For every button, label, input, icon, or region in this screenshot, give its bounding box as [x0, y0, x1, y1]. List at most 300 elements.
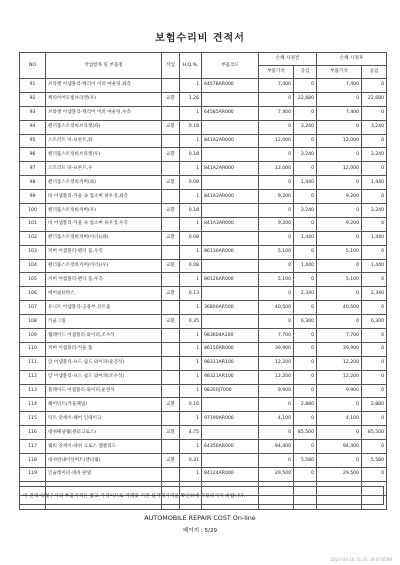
row-hq: 1: [180, 134, 202, 148]
row-part-code: 86130AR000: [202, 245, 259, 259]
row-before-part-price: 0: [259, 398, 294, 412]
row-item: 브라켓 어셈블리-캐리어 어퍼 마운팅,좌측: [46, 79, 162, 93]
footer-title: AUTOMOBILE REPAIR COST On-line: [144, 514, 256, 522]
row-no: 115: [20, 412, 46, 426]
row-no: 106: [20, 287, 46, 301]
row-hq: 1: [180, 440, 202, 454]
row-after-part-price: 9,900: [317, 384, 362, 398]
row-part-code: [202, 176, 259, 190]
row-part-code: [202, 454, 259, 468]
row-part-code: 64585AR000: [202, 106, 259, 120]
row-part-code: [202, 148, 259, 162]
row-before-labor: 0: [294, 162, 317, 176]
row-work: [162, 329, 180, 343]
row-part-code: [202, 231, 259, 245]
header-before-part-price: 부품가격: [259, 66, 294, 79]
table-row: [20, 204, 387, 218]
row-hq: 1: [180, 162, 202, 176]
row-work: [162, 162, 180, 176]
row-item: 캐리어어모빌브라켓(우): [46, 92, 162, 106]
row-after-part-price: 0: [317, 259, 362, 273]
row-item: 암 어셈블리-프드 쉴드 와이퍼(조수석): [46, 370, 162, 384]
row-hq: 1: [180, 384, 202, 398]
row-after-part-price: 0: [317, 120, 362, 134]
row-no: 100: [20, 204, 46, 218]
row-after-labor: 1,440: [362, 259, 387, 273]
row-work: 교환: [162, 176, 180, 190]
row-no: 99: [20, 190, 46, 204]
row-after-part-price: 5,100: [317, 273, 362, 287]
row-before-labor: 0: [294, 273, 317, 287]
row-before-labor: 0: [294, 190, 317, 204]
row-hq: 1: [180, 273, 202, 287]
row-item: 헤어덕트(카울패널): [46, 398, 162, 412]
row-part-code: 86126AR000: [202, 273, 259, 287]
table-row: [20, 190, 387, 204]
row-part-code: 841A3AR000: [202, 190, 259, 204]
row-item: 펜더품스트럿바브라켓(우): [46, 148, 162, 162]
row-before-part-price: 0: [259, 204, 294, 218]
row-after-part-price: 7,400: [317, 106, 362, 120]
row-before-labor: 22,680: [294, 92, 317, 106]
table-row: [20, 370, 387, 384]
row-no: 109: [20, 329, 46, 343]
row-before-labor: 2,880: [294, 398, 317, 412]
row-hq: 1: [180, 370, 202, 384]
row-hq: 4.75: [180, 426, 202, 440]
row-before-part-price: 7,400: [259, 106, 294, 120]
disclaimer-note: 이 견적서/청구서의 부품가격은 참고 가격이므로 거래및 기관 실거래가격을 확인하에 사용하시기 바랍니다.: [19, 486, 384, 505]
row-work: 교환: [162, 120, 180, 134]
row-after-part-price: 39,900: [317, 342, 362, 356]
row-before-labor: 0: [294, 79, 317, 93]
row-after-part-price: 0: [317, 426, 362, 440]
row-after-part-price: 40,500: [317, 301, 362, 315]
row-after-labor: 0: [362, 134, 387, 148]
row-before-labor: 85,500: [294, 426, 317, 440]
row-after-part-price: 0: [317, 287, 362, 301]
row-after-labor: 0: [362, 162, 387, 176]
row-no: 116: [20, 426, 46, 440]
row-work: [162, 356, 180, 370]
row-before-labor: 0: [294, 384, 317, 398]
row-before-part-price: 0: [259, 454, 294, 468]
row-work: [162, 134, 180, 148]
row-no: 107: [20, 301, 46, 315]
row-item: 바 어셈블리-카울 속 업소버 하우징,좌측: [46, 190, 162, 204]
row-after-labor: 22,680: [362, 92, 387, 106]
row-before-part-price: 9,200: [259, 217, 294, 231]
row-before-labor: 0: [294, 342, 317, 356]
row-before-part-price: 0: [259, 426, 294, 440]
row-after-labor: 0: [362, 342, 387, 356]
row-work: [162, 301, 180, 315]
row-work: 교환: [162, 287, 180, 301]
row-before-labor: 0: [294, 106, 317, 120]
row-before-labor: 2,340: [294, 287, 317, 301]
table-row: [20, 426, 387, 440]
row-work: [162, 370, 180, 384]
row-after-labor: 3,240: [362, 204, 387, 218]
row-before-part-price: 12,200: [259, 370, 294, 384]
row-no: 95: [20, 134, 46, 148]
row-hq: 0.13: [180, 287, 202, 301]
row-after-part-price: 12,200: [317, 370, 362, 384]
row-item: 스트러트 바-프론트,좌: [46, 134, 162, 148]
row-after-part-price: 0: [317, 398, 362, 412]
row-before-part-price: 12,000: [259, 162, 294, 176]
row-item: 펜더품스트럿바커버(우): [46, 204, 162, 218]
row-before-part-price: 5,100: [259, 273, 294, 287]
row-item: 블레이드 어셈블리-와이퍼,운전석: [46, 384, 162, 398]
row-before-labor: 0: [294, 329, 317, 343]
row-hq: 1: [180, 245, 202, 259]
row-before-labor: 1,440: [294, 231, 317, 245]
row-before-labor: 1,440: [294, 259, 317, 273]
table-row: [20, 384, 387, 398]
page-number: 페이지 : 5/29: [182, 528, 218, 534]
table-row: [20, 454, 387, 468]
row-part-code: 98321AR100: [202, 370, 259, 384]
row-after-labor: 0: [362, 370, 387, 384]
row-before-labor: 6,300: [294, 315, 317, 329]
row-before-part-price: 0: [259, 315, 294, 329]
row-hq: 1: [180, 329, 202, 343]
row-hq: 1: [180, 190, 202, 204]
row-work: 교환: [162, 259, 180, 273]
row-no: 112: [20, 370, 46, 384]
row-no: 92: [20, 92, 46, 106]
row-after-part-price: 9,200: [317, 217, 362, 231]
row-part-code: 841A2AR000: [202, 162, 259, 176]
row-after-labor: 0: [362, 384, 387, 398]
row-hq: 1: [180, 217, 202, 231]
row-work: 교환: [162, 204, 180, 218]
row-before-part-price: 7,400: [259, 79, 294, 93]
row-item: 펜더품스트럿바커버(좌): [46, 176, 162, 190]
row-before-labor: 0: [294, 301, 317, 315]
row-no: 94: [20, 120, 46, 134]
row-no: 117: [20, 440, 46, 454]
row-before-part-price: 4,100: [259, 412, 294, 426]
row-work: 교환: [162, 398, 180, 412]
row-part-code: 36800AR500: [202, 301, 259, 315]
row-no: 104: [20, 259, 46, 273]
row-hq: 1: [180, 106, 202, 120]
header-after-part-price: 부품가격: [317, 66, 362, 79]
row-before-labor: 0: [294, 467, 317, 481]
row-no: 91: [20, 79, 46, 93]
row-before-part-price: 12,200: [259, 356, 294, 370]
row-after-labor: 0: [362, 440, 387, 454]
row-hq: 1: [180, 467, 202, 481]
row-after-part-price: 12,000: [317, 162, 362, 176]
row-no: 98: [20, 176, 46, 190]
row-no: 93: [20, 106, 46, 120]
row-after-part-price: 0: [317, 315, 362, 329]
row-item: 유니트 어셈블리-공용부 큰트롤: [46, 301, 162, 315]
row-work: [162, 342, 180, 356]
row-part-code: 983604A100: [202, 329, 259, 343]
row-work: [162, 217, 180, 231]
row-after-part-price: 0: [317, 204, 362, 218]
row-hq: 1: [180, 412, 202, 426]
row-no: 111: [20, 356, 46, 370]
row-before-part-price: 9,900: [259, 384, 294, 398]
header-before-labor: 공임: [294, 66, 317, 79]
row-after-part-price: 5,100: [317, 245, 362, 259]
row-after-labor: 0: [362, 301, 387, 315]
row-work: 교환: [162, 426, 180, 440]
table-row: [20, 467, 387, 481]
row-before-part-price: 5,100: [259, 245, 294, 259]
row-part-code: [202, 315, 259, 329]
row-after-part-price: 0: [317, 176, 362, 190]
table-row: [20, 287, 387, 301]
row-part-code: 98350J7000: [202, 384, 259, 398]
row-work: [162, 467, 180, 481]
row-work: [162, 384, 180, 398]
row-before-part-price: 0: [259, 287, 294, 301]
row-after-part-price: 4,100: [317, 412, 362, 426]
row-part-code: 98311AR100: [202, 356, 259, 370]
row-work: [162, 245, 180, 259]
table-row: [20, 342, 387, 356]
estimate-table: [19, 52, 387, 510]
row-before-labor: 0: [294, 370, 317, 384]
header-no: NO: [20, 53, 46, 79]
row-item: 스트러트 바-프론트,우: [46, 162, 162, 176]
row-no: 97: [20, 162, 46, 176]
row-hq: 1: [180, 301, 202, 315]
row-work: [162, 440, 180, 454]
row-after-part-price: 0: [317, 92, 362, 106]
row-after-labor: 2,880: [362, 398, 387, 412]
row-after-labor: 0: [362, 412, 387, 426]
row-after-part-price: 0: [317, 148, 362, 162]
row-after-part-price: 94,400: [317, 440, 362, 454]
row-work: 교환: [162, 231, 180, 245]
row-after-labor: 0: [362, 245, 387, 259]
row-after-part-price: 0: [317, 454, 362, 468]
row-item: 웰레이드 어셈블리-와이퍼,조수석: [46, 329, 162, 343]
row-before-part-price: 7,700: [259, 329, 294, 343]
table-row: [20, 148, 387, 162]
row-no: 108: [20, 315, 46, 329]
row-after-labor: 5,580: [362, 454, 387, 468]
row-work: [162, 79, 180, 93]
table-row: [20, 217, 387, 231]
row-item: 펜더품스트럿바브라켓(좌): [46, 120, 162, 134]
row-item: 펜더품스트럿바커버(이너)(우): [46, 259, 162, 273]
header-item: 작업항목 및 부품명: [46, 53, 162, 79]
row-no: 119: [20, 467, 46, 481]
row-before-labor: 0: [294, 412, 317, 426]
row-no: 110: [20, 342, 46, 356]
row-after-part-price: 12,000: [317, 134, 362, 148]
row-item: 바 어셈블리-카울 속 업소버 하우징,우측: [46, 217, 162, 231]
row-part-code: [202, 204, 259, 218]
table-row: [20, 412, 387, 426]
table-row: [20, 356, 387, 370]
row-after-labor: 0: [362, 217, 387, 231]
row-after-labor: 0: [362, 356, 387, 370]
header-after-labor: 공임: [362, 66, 387, 79]
row-hq: 0.31: [180, 454, 202, 468]
page-title: 보험수리비 견적서: [155, 33, 245, 44]
row-before-part-price: 39,900: [259, 342, 294, 356]
row-item: 암 어셈블리-프드 쉴드 와이퍼(운전석): [46, 356, 162, 370]
row-before-part-price: 0: [259, 148, 294, 162]
row-before-part-price: 0: [259, 259, 294, 273]
row-before-labor: 1,440: [294, 176, 317, 190]
row-no: 114: [20, 398, 46, 412]
row-part-code: 84124AR000: [202, 467, 259, 481]
row-after-labor: 3,240: [362, 148, 387, 162]
row-after-part-price: 0: [317, 231, 362, 245]
row-before-part-price: 94,400: [259, 440, 294, 454]
row-part-code: 86150AR000: [202, 342, 259, 356]
row-part-code: [202, 259, 259, 273]
row-work: [162, 412, 180, 426]
row-after-part-price: 29,500: [317, 467, 362, 481]
row-hq: 1: [180, 79, 202, 93]
row-hq: 0.18: [180, 204, 202, 218]
table-row: [20, 231, 387, 245]
table-row: [20, 245, 387, 259]
row-item: 커버 어셈블리-카울 톱: [46, 342, 162, 356]
row-work: 교환: [162, 315, 180, 329]
table-row: [20, 106, 387, 120]
row-before-labor: 5,580: [294, 454, 317, 468]
table-row: [20, 176, 387, 190]
table-row: [20, 79, 387, 93]
row-before-part-price: 40,500: [259, 301, 294, 315]
row-hq: 0.18: [180, 148, 202, 162]
table-row: [20, 398, 387, 412]
row-before-labor: 0: [294, 356, 317, 370]
row-item: 커버 어셈블리-펜더 품,우측: [46, 273, 162, 287]
row-part-code: [202, 398, 259, 412]
row-hq: 1.26: [180, 92, 202, 106]
print-stamp: 2023-03-16 11:31:39 876598: [330, 557, 392, 562]
row-before-part-price: 29,500: [259, 467, 294, 481]
table-row: [20, 315, 387, 329]
row-part-code: 841A3AR000: [202, 217, 259, 231]
row-before-part-price: 0: [259, 176, 294, 190]
row-before-part-price: 0: [259, 120, 294, 134]
row-part-code: [202, 92, 259, 106]
header-part-code: 부품코드: [202, 53, 259, 79]
row-before-labor: 0: [294, 245, 317, 259]
table-row: [20, 92, 387, 106]
header-work: 작업: [162, 53, 180, 79]
row-after-labor: 0: [362, 190, 387, 204]
row-no: 105: [20, 273, 46, 287]
row-before-labor: 3,240: [294, 120, 317, 134]
row-hq: 0.08: [180, 259, 202, 273]
row-item: 인슐레이터-대쉬 판넬: [46, 467, 162, 481]
row-before-labor: 0: [294, 440, 317, 454]
row-hq: 0.18: [180, 120, 202, 134]
row-before-labor: 3,240: [294, 148, 317, 162]
row-no: 113: [20, 384, 46, 398]
row-part-code: 97190AR000: [202, 412, 259, 426]
row-hq: 0.16: [180, 398, 202, 412]
row-part-code: [202, 120, 259, 134]
row-item: 에어필터박스: [46, 287, 162, 301]
row-before-labor: 0: [294, 134, 317, 148]
row-no: 118: [20, 454, 46, 468]
row-after-labor: 0: [362, 79, 387, 93]
row-after-labor: 1,440: [362, 231, 387, 245]
row-work: [162, 106, 180, 120]
row-item: 대쉬판내이선버트(센터웰): [46, 454, 162, 468]
row-after-labor: 85,500: [362, 426, 387, 440]
header-hq: H,Q,%,: [180, 53, 202, 79]
row-after-labor: 3,240: [362, 120, 387, 134]
row-after-part-price: 7,400: [317, 79, 362, 93]
row-item: 덕트 앗세이-헤어 인테이크: [46, 412, 162, 426]
row-before-part-price: 12,000: [259, 134, 294, 148]
row-item: 대쉬패널웰(센터크로스): [46, 426, 162, 440]
row-work: [162, 273, 180, 287]
table-row: [20, 440, 387, 454]
row-after-labor: 6,300: [362, 315, 387, 329]
row-after-part-price: 9,200: [317, 190, 362, 204]
row-after-labor: 2,340: [362, 287, 387, 301]
table-row: [20, 259, 387, 273]
row-work: 교환: [162, 92, 180, 106]
row-hq: 0.35: [180, 315, 202, 329]
row-after-part-price: 7,700: [317, 329, 362, 343]
row-before-labor: 3,240: [294, 204, 317, 218]
row-before-part-price: 0: [259, 92, 294, 106]
row-hq: 1: [180, 356, 202, 370]
row-no: 103: [20, 245, 46, 259]
row-work: [162, 190, 180, 204]
row-item: 커버 어셈블리-펜더 품,우측: [46, 245, 162, 259]
row-no: 101: [20, 217, 46, 231]
table-row: [20, 120, 387, 134]
row-hq: 0.08: [180, 231, 202, 245]
row-hq: 0.08: [180, 176, 202, 190]
row-before-part-price: 9,200: [259, 190, 294, 204]
row-after-labor: 0: [362, 273, 387, 287]
row-part-code: [202, 426, 259, 440]
row-work: 교환: [162, 454, 180, 468]
table-row: [20, 134, 387, 148]
row-item: 카울그릴: [46, 315, 162, 329]
row-after-labor: 0: [362, 467, 387, 481]
row-before-part-price: 0: [259, 231, 294, 245]
row-no: 96: [20, 148, 46, 162]
table-row: [20, 329, 387, 343]
row-part-code: 64578AR000: [202, 79, 259, 93]
row-after-part-price: 12,200: [317, 356, 362, 370]
row-hq: 1: [180, 342, 202, 356]
row-work: 교환: [162, 148, 180, 162]
row-part-code: 841A2AR000: [202, 134, 259, 148]
header-before: 손해 사정전: [259, 53, 317, 66]
table-row: [20, 301, 387, 315]
row-after-labor: 0: [362, 106, 387, 120]
row-item: 웰비 앗세이-대쉬 크로스 멤클리드: [46, 440, 162, 454]
row-item: 펜더품스트럿바커버(이너)(좌): [46, 231, 162, 245]
table-row: [20, 273, 387, 287]
header-after: 손해 사정후: [317, 53, 387, 66]
row-item: 브라켓 어셈블리-캐리어 어퍼 마운팅,우측: [46, 106, 162, 120]
